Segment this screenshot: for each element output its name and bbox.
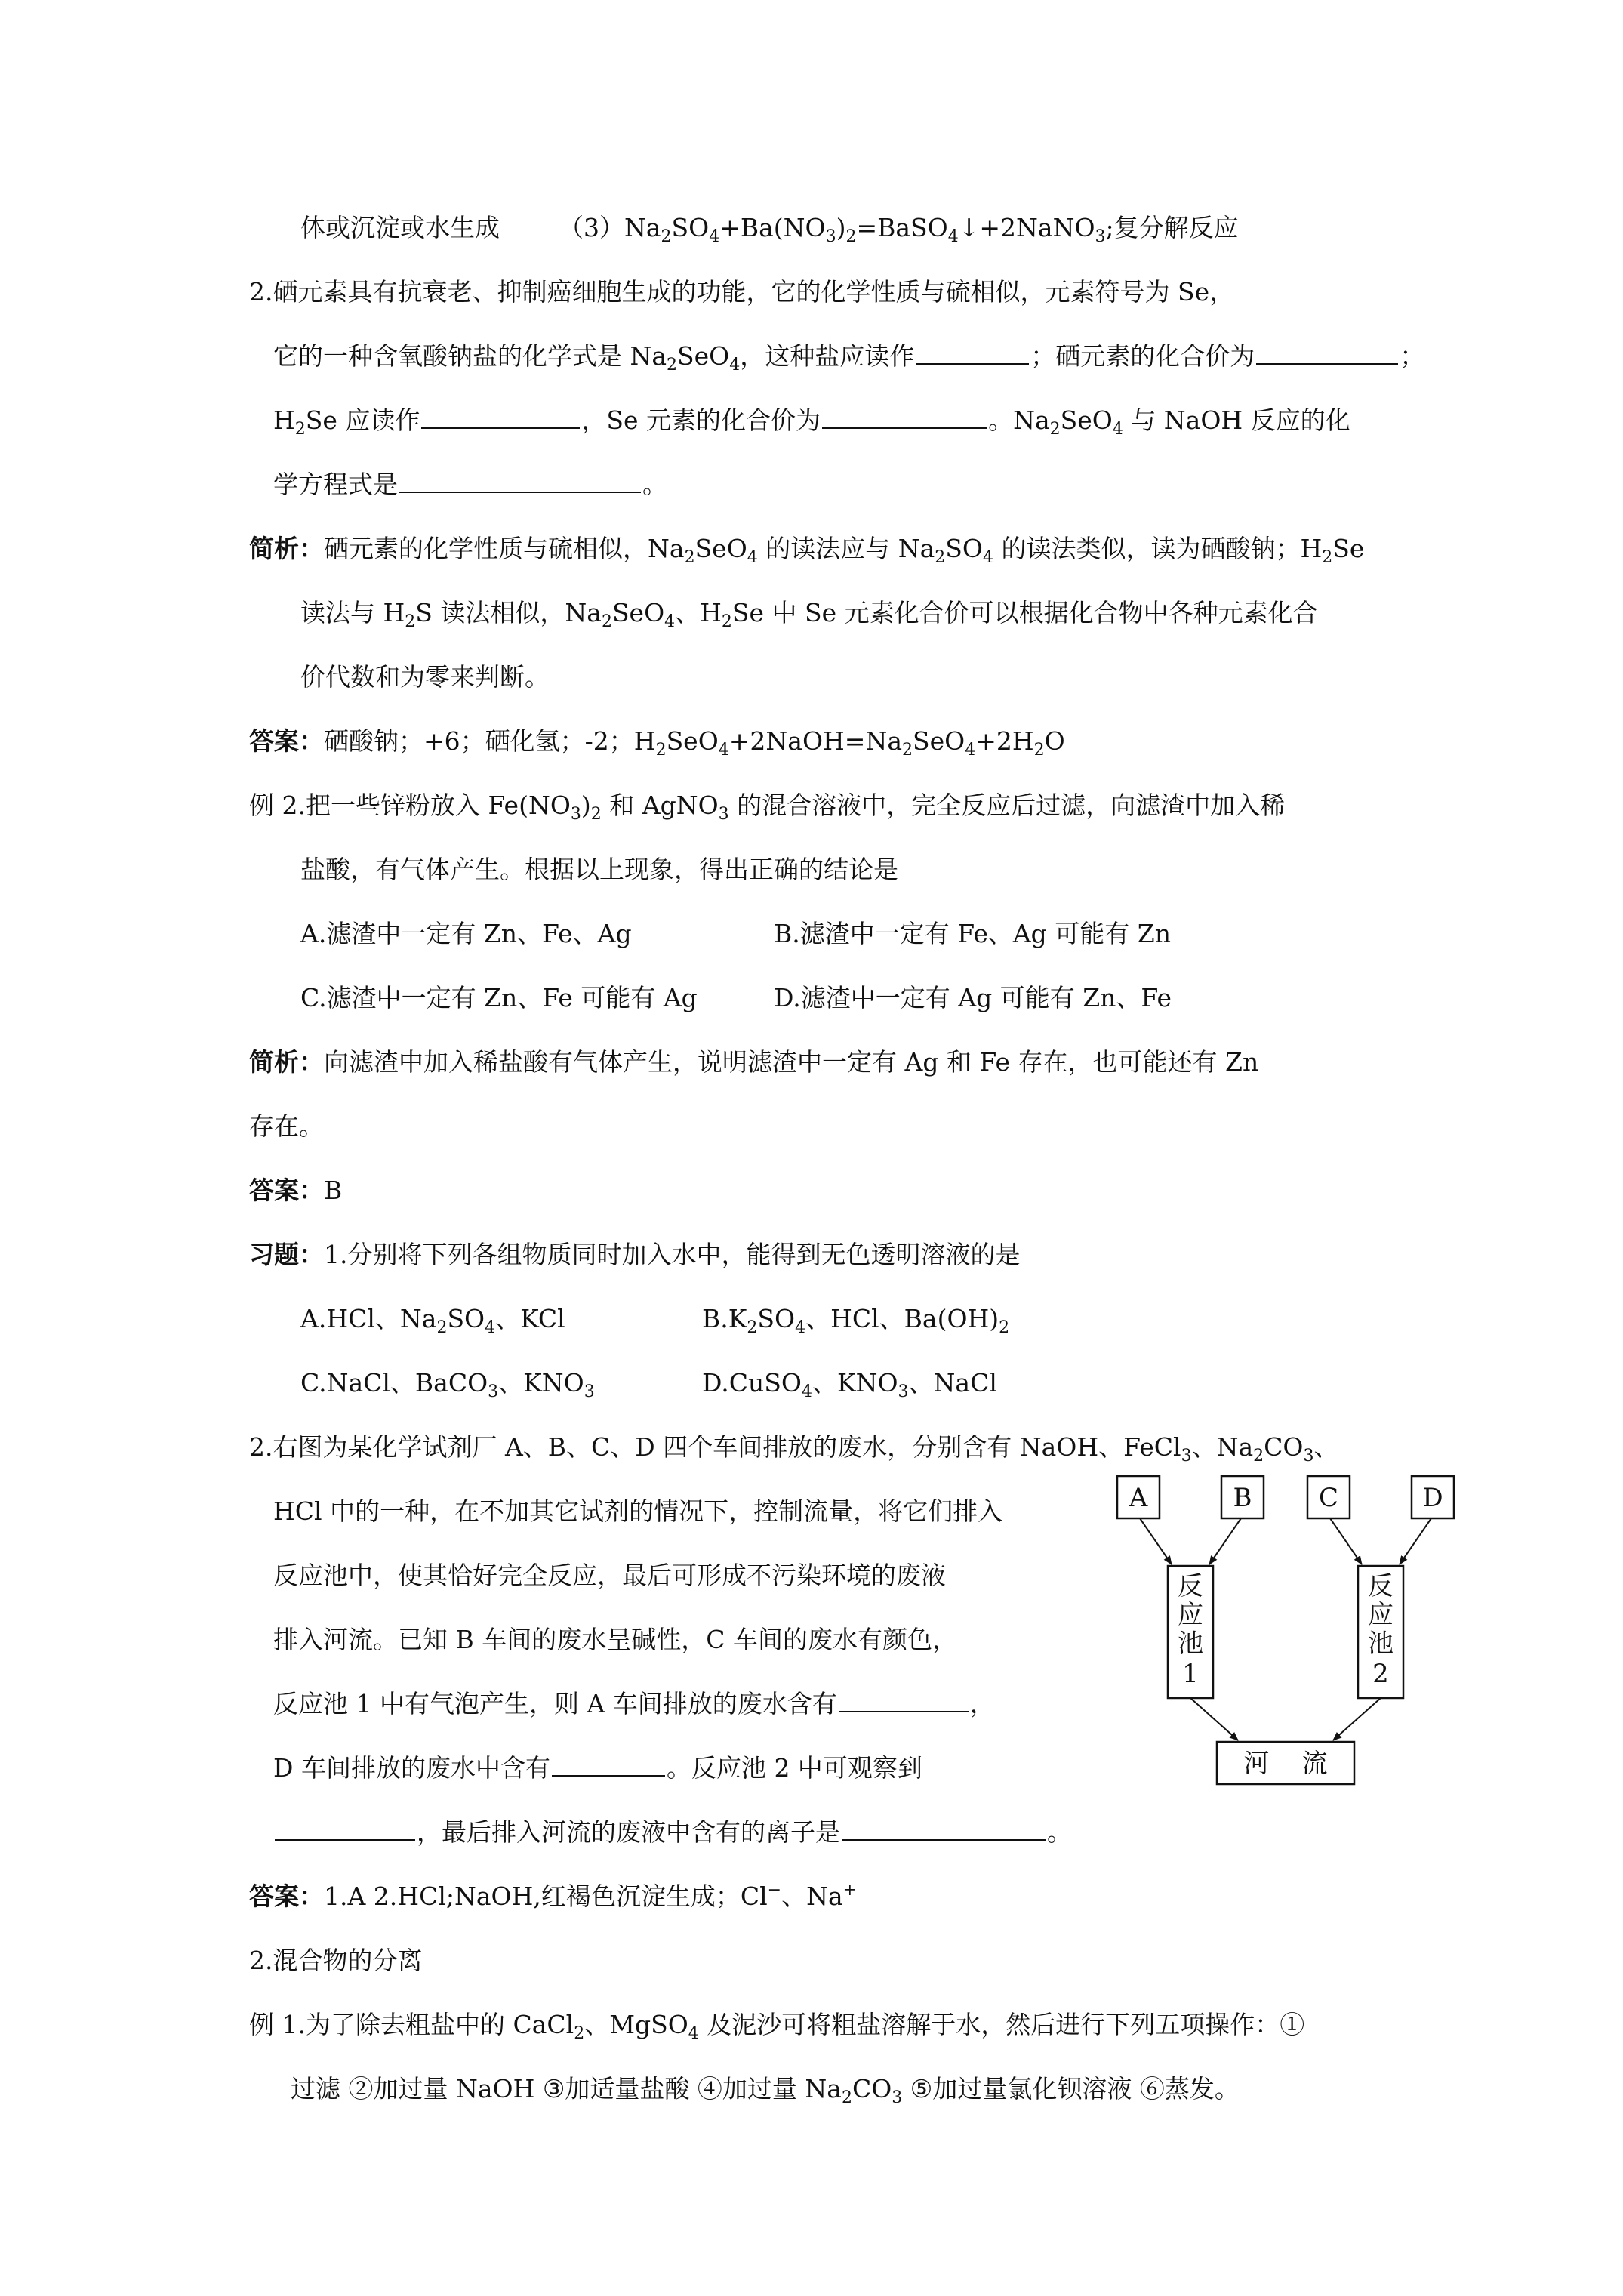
question-selenium-line-2: 它的一种含氧酸钠盐的化学式是 $Na_2SeO_4$，这种盐应读作 ；硒元素的化合价为 ； xyxy=(273,341,1425,374)
analysis-1-line-1: 简析：硒元素的化学性质与硫相似，$Na_2SeO_4$ 的读法应与 $Na_2SO_4$ 的读法类似，读为硒酸钠；$H_2Se$ xyxy=(249,534,1365,567)
answer-blank[interactable] xyxy=(822,406,987,429)
exercise-option-c: C.NaCl、BaCO$_3$、$KNO_3$ xyxy=(300,1368,595,1401)
answer-blank[interactable] xyxy=(842,1818,1046,1841)
analysis-1-line-3: 价代数和为零来判断。 xyxy=(300,662,550,692)
analysis-2-line-2: 存在。 xyxy=(249,1111,324,1141)
option-b: B.滤渣中一定有 Fe、Ag 可能有 Zn xyxy=(774,919,1171,948)
question-wastewater-line-5: 反应池 1 中有气泡产生，则 A 车间排放的废水含有 ， xyxy=(273,1689,995,1718)
answer-blank[interactable] xyxy=(421,406,580,429)
svg-text:1: 1 xyxy=(1182,1659,1199,1689)
answer-1: 答案：硒酸钠；+6；硒化氢；-2；$H_2SeO_4+2NaOH=Na_2SeO_4+2H_2O$ xyxy=(249,726,1065,760)
question-selenium-line-1: 2.硒元素具有抗衰老、抑制癌细胞生成的功能，它的化学性质与硫相似，元素符号为 Se， xyxy=(249,277,1235,307)
workshop-a-box xyxy=(1117,1476,1160,1518)
analysis-1-line-2: 读法与 $H_2S$ 读法相似，$Na_2SeO_4$、$H_2Se$ 中 Se 元素化合价可以根据化合物中各种元素化合 xyxy=(300,598,1318,631)
svg-text:河 流: 河 流 xyxy=(1243,1749,1328,1779)
svg-text:反: 反 xyxy=(1178,1571,1203,1601)
svg-text:池: 池 xyxy=(1178,1629,1203,1659)
arrow-d-to-pool2 xyxy=(1400,1518,1431,1564)
answer-blank[interactable] xyxy=(1256,342,1398,365)
analysis-2-line-1: 简析：向滤渣中加入稀盐酸有气体产生，说明滤渣中一定有 Ag 和 Fe 存在，也可能还有 Zn xyxy=(249,1047,1259,1077)
arrow-b-to-pool1 xyxy=(1209,1518,1241,1564)
arrow-c-to-pool2 xyxy=(1330,1518,1362,1564)
svg-text:2: 2 xyxy=(1372,1659,1389,1689)
question-wastewater-line-2: HCl 中的一种，在不加其它试剂的情况下，控制流量，将它们排入 xyxy=(273,1496,1003,1526)
answer-blank[interactable] xyxy=(916,342,1029,365)
question-wastewater-line-1: 2.右图为某化学试剂厂 A、B、C、D 四个车间排放的废水，分别含有 NaOH、FeCl$_3$、$Na_2CO_3$、 xyxy=(249,1432,1339,1465)
answer-2: 答案：B xyxy=(249,1176,343,1205)
svg-text:C: C xyxy=(1318,1483,1339,1513)
example-separation-line-2: 过滤 ②加过量 NaOH ③加适量盐酸 ④加过量 $Na_2CO_3$ ⑤加过量氯化钡溶液 ⑥蒸发。 xyxy=(291,2074,1240,2107)
exercise-option-b: $B.K_2SO_4$、HCl、$Ba(OH)_2$ xyxy=(702,1304,1010,1337)
answer-blank[interactable] xyxy=(552,1754,665,1777)
example-separation-line-1: 例 1.为了除去粗盐中的 CaCl$_2$、MgSO$_4$ 及泥沙可将粗盐溶解于水，然后进行下列五项操作：① xyxy=(249,2010,1305,2043)
workshop-c-box xyxy=(1307,1476,1350,1518)
exercise-option-a: A.HCl、$Na_2SO_4$、KCl xyxy=(300,1304,565,1337)
svg-text:应: 应 xyxy=(1368,1600,1394,1630)
example-2-line-2: 盐酸，有气体产生。根据以上现象，得出正确的结论是 xyxy=(300,855,898,884)
workshop-b-box xyxy=(1221,1476,1264,1518)
option-a: A.滤渣中一定有 Zn、Fe、Ag xyxy=(300,919,632,948)
workshop-d-box xyxy=(1412,1476,1454,1518)
arrow-pool2-to-river xyxy=(1333,1698,1381,1740)
reaction-pool-2-box xyxy=(1358,1566,1403,1698)
question-wastewater-line-7: ，最后排入河流的废液中含有的离子是 。 xyxy=(273,1817,1072,1848)
svg-text:A: A xyxy=(1129,1483,1148,1513)
svg-text:池: 池 xyxy=(1368,1629,1394,1659)
option-c: C.滤渣中一定有 Zn、Fe 可能有 Ag xyxy=(300,983,698,1012)
question-selenium-line-3: $H_2Se$ 应读作 ，Se 元素的化合价为 。$Na_2SeO_4$ 与 NaOH 反应的化 xyxy=(273,405,1350,439)
svg-text:D: D xyxy=(1422,1483,1443,1513)
question-wastewater-line-4: 排入河流。已知 B 车间的废水呈碱性，C 车间的废水有颜色， xyxy=(273,1625,957,1654)
river-box xyxy=(1217,1742,1354,1784)
continued-answer-line: 体或沉淀或水生成 $(3)Na_2SO_4+Ba(NO_3)_2=BaSO_4↓+2NaNO_3$;复分解反应 xyxy=(300,213,1239,246)
answer-blank[interactable] xyxy=(399,470,641,493)
question-selenium-line-4: 学方程式是 。 xyxy=(273,470,667,499)
exercise-option-d: D.CuSO$_4$、$KNO_3$、NaCl xyxy=(702,1368,997,1401)
answer-blank[interactable] xyxy=(839,1690,969,1712)
example-2-line-1: 例 2.把一些锌粉放入 $Fe(NO_3)_2$ 和 AgNO$_3$ 的混合溶液中，完全反应后过滤，向滤渣中加入稀 xyxy=(249,791,1286,824)
exercise-1-line-1: 习题：1.分别将下列各组物质同时加入水中，能得到无色透明溶液的是 xyxy=(249,1240,1021,1269)
reaction-pool-1-box xyxy=(1168,1566,1213,1698)
question-wastewater-line-3: 反应池中，使其恰好完全反应，最后可形成不污染环境的废液 xyxy=(273,1561,946,1590)
option-d: D.滤渣中一定有 Ag 可能有 Zn、Fe xyxy=(774,983,1172,1012)
arrow-a-to-pool1 xyxy=(1140,1518,1172,1564)
question-wastewater-line-6: D 车间排放的废水中含有 。反应池 2 中可观察到 xyxy=(273,1753,922,1783)
svg-text:应: 应 xyxy=(1178,1600,1203,1630)
arrow-pool1-to-river xyxy=(1190,1698,1238,1740)
section-title: 2.混合物的分离 xyxy=(249,1946,423,1975)
answer-3: 答案：1.A 2.HCl;NaOH,红褐色沉淀生成；Cl−、Na+ xyxy=(249,1881,858,1911)
answer-blank[interactable] xyxy=(275,1818,415,1841)
svg-text:B: B xyxy=(1233,1483,1252,1513)
svg-text:反: 反 xyxy=(1368,1571,1394,1601)
wastewater-flow-diagram xyxy=(1102,1472,1464,1789)
